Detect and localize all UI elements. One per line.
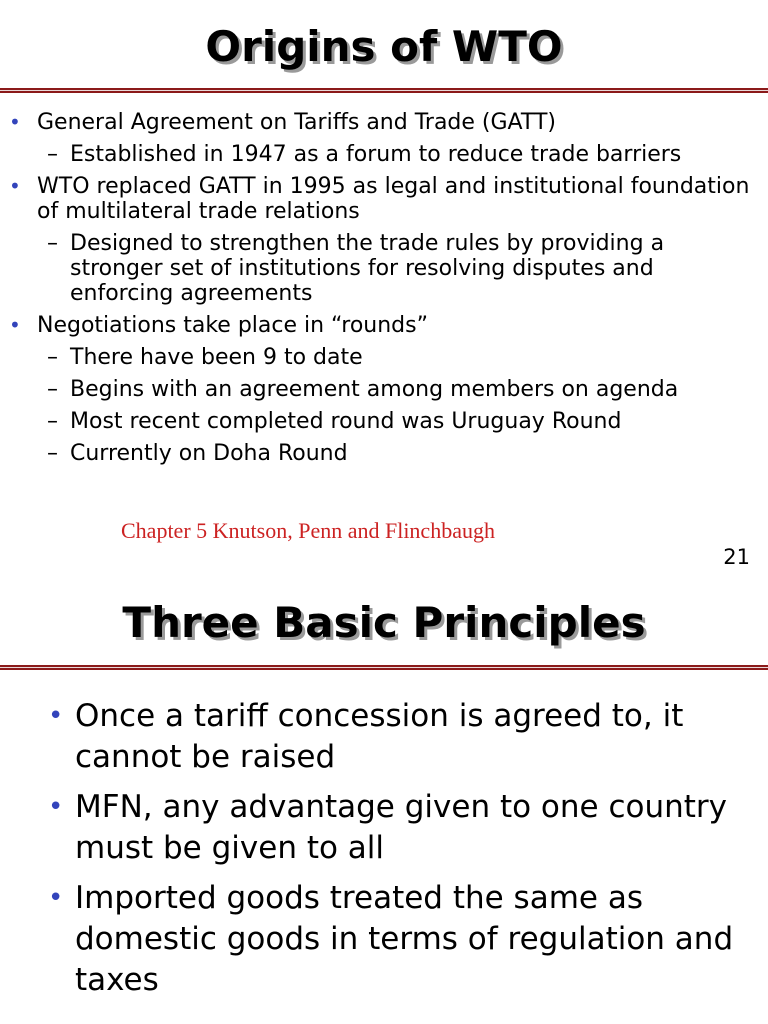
sub-bullet-item [0,377,750,402]
slide-title: Origins of WTO [205,22,563,71]
slide-title: Three Basic Principles [122,598,646,647]
bullet-dot-icon: • [48,792,64,822]
bullet-item [0,174,750,224]
sub-bullet-text: Most recent completed round was Uruguay Round [70,409,622,434]
bullet-item [0,110,750,135]
bullet-text: General Agreement on Tariffs and Trade (GATT) [37,110,556,135]
bullet-list [0,103,750,466]
bullet-text: WTO replaced GATT in 1995 as legal and institutional foundation of multilateral trade relations [37,174,750,224]
dash-icon: – [47,409,58,434]
dash-icon: – [47,142,58,167]
title-divider [0,88,768,93]
bullet-text: Imported goods treated the same as domestic goods in terms of regulation and taxes [75,880,734,998]
bullet-dot-icon: • [48,883,64,913]
source-citation: Chapter 5 Knutson, Penn and Flinchbaugh [121,518,495,543]
slide-three-basic-principles [0,588,768,1024]
bullet-dot-icon: • [9,110,21,134]
bullet-item [0,878,740,1001]
bullet-item [0,696,740,778]
sub-bullet-item [0,231,750,306]
bullet-text: MFN, any advantage given to one country must be given to all [75,789,728,866]
dash-icon: – [47,345,58,370]
dash-icon: – [47,377,58,402]
bullet-list [0,696,740,1010]
bullet-text: Negotiations take place in “rounds” [37,313,428,338]
sub-bullet-item [0,409,750,434]
sub-bullet-text: Designed to strengthen the trade rules by providing a stronger set of institutions for resolving disputes and enforcing agreements [70,231,665,306]
page-number: 21 [723,545,750,569]
sub-bullet-text: Begins with an agreement among members on agenda [70,377,679,402]
title-divider [0,665,768,670]
bullet-dot-icon: • [9,174,21,198]
sub-bullet-text: Established in 1947 as a forum to reduce trade barriers [70,142,682,167]
bullet-item [0,787,740,869]
bullet-item [0,313,750,338]
sub-bullet-text: Currently on Doha Round [70,441,348,466]
sub-bullet-item [0,345,750,370]
sub-bullet-item [0,441,750,466]
bullet-dot-icon: • [48,701,64,731]
sub-bullet-text: There have been 9 to date [70,345,363,370]
bullet-text: Once a tariff concession is agreed to, it cannot be raised [75,698,684,775]
sub-bullet-item [0,142,750,167]
bullet-dot-icon: • [9,313,21,337]
dash-icon: – [47,441,58,466]
dash-icon: – [47,231,58,256]
